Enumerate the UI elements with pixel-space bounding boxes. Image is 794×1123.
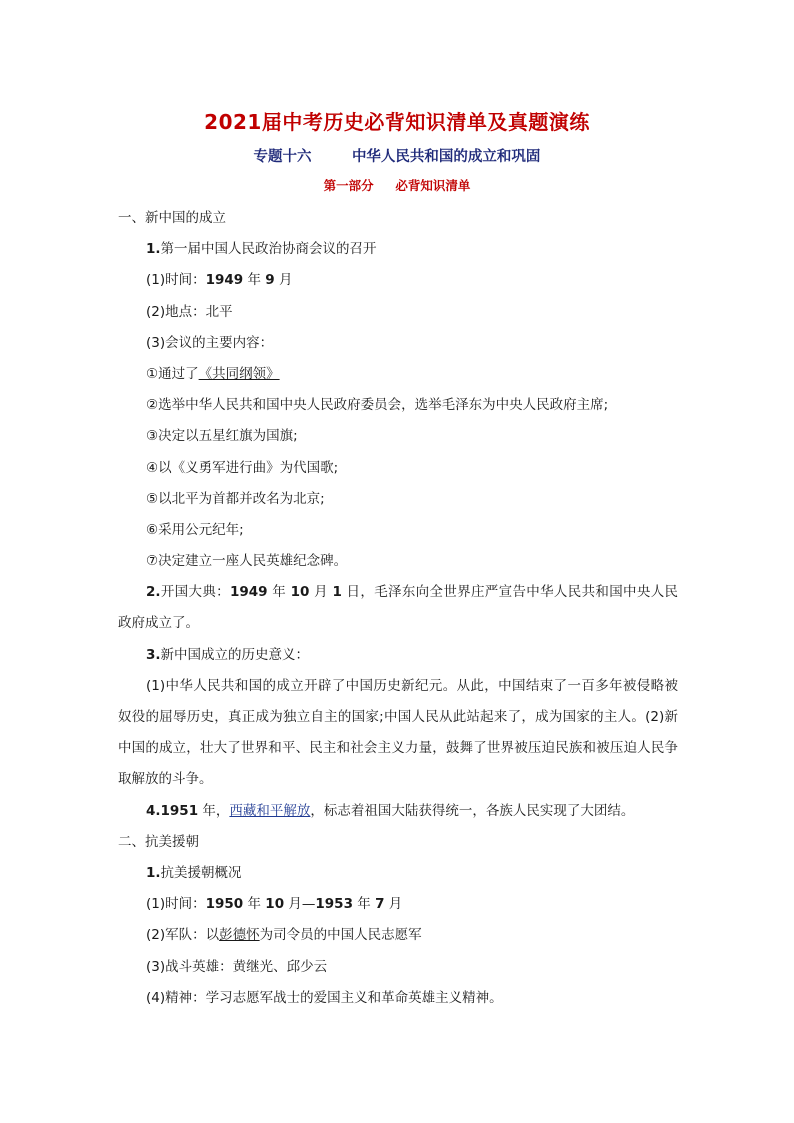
time-month: 9 <box>265 272 275 289</box>
item-number: 4.1951 <box>146 802 199 819</box>
time-year-unit: 年 <box>247 272 261 289</box>
place-line: (2)地点：北平 <box>146 303 233 320</box>
time-label: (1)时间： <box>146 272 206 289</box>
topic-heading <box>0 145 794 166</box>
part-name: 必背知识清单 <box>395 178 471 193</box>
time-label: (1)时间： <box>146 896 206 913</box>
spirit-line: (4)精神：学习志愿军战士的爱国主义和革命英雄主义精神。 <box>146 989 503 1006</box>
section-heading: 二、抗美援朝 <box>118 833 199 850</box>
part-heading <box>0 176 794 194</box>
end-month: 7 <box>375 896 385 913</box>
tibet-year-unit: 年， <box>202 802 230 819</box>
tibet-line <box>118 796 678 827</box>
time-line <box>118 265 678 296</box>
founding-ceremony-paragraph <box>118 577 678 639</box>
topic-name: 中华人民共和国的成立和巩固 <box>351 149 541 165</box>
time-year: 1949 <box>205 272 244 289</box>
document-body <box>118 203 678 1014</box>
content-item <box>118 359 678 390</box>
content-item: ⑦决定建立一座人民英雄纪念碑。 <box>146 553 348 570</box>
start-month: 10 <box>265 896 285 913</box>
ceremony-month-unit: 月 <box>314 584 328 601</box>
item-title-text: 新中国成立的历史意义： <box>160 646 310 663</box>
content-item: ⑥采用公元纪年; <box>146 521 244 538</box>
war-time-line <box>118 889 678 920</box>
army-prefix: (2)军队：以 <box>146 927 220 944</box>
army-suffix: 为司令员的中国人民志愿军 <box>259 927 422 944</box>
item-title-text: 第一届中国人民政治协商会议的召开 <box>160 241 377 258</box>
part-number: 第一部分 <box>323 178 374 193</box>
content-item: ②选举中华人民共和国中央人民政府委员会，选举毛泽东为中央人民政府主席; <box>146 397 609 414</box>
ceremony-text: 日，毛泽东向全世界庄严宣告中华人民共和国中央人民政府成立了。 <box>118 584 679 632</box>
item-label: 开国大典： <box>160 584 230 601</box>
commander-name: 彭德怀 <box>219 927 260 944</box>
item-number: 3. <box>146 646 161 663</box>
topic-number: 专题十六 <box>253 149 312 165</box>
ceremony-day: 1 <box>332 584 342 601</box>
item-number: 1. <box>146 241 161 258</box>
item-number: 1. <box>146 865 161 882</box>
item-title <box>118 858 678 889</box>
end-year-unit: 年 <box>357 896 371 913</box>
start-month-unit: 月— <box>288 896 316 913</box>
ceremony-month: 10 <box>290 584 310 601</box>
content-item-prefix: ①通过了 <box>146 365 199 382</box>
end-month-unit: 月 <box>388 896 403 913</box>
tibet-liberation-link[interactable]: 西藏和平解放 <box>229 802 311 819</box>
ceremony-year-unit: 年 <box>272 584 287 601</box>
start-year: 1950 <box>205 896 244 913</box>
time-month-unit: 月 <box>279 272 293 289</box>
item-number: 2. <box>146 584 161 601</box>
document-name: 《共同纲领》 <box>198 365 280 382</box>
heroes-line: (3)战斗英雄：黄继光、邱少云 <box>146 958 328 975</box>
content-item: ③决定以五星红旗为国旗; <box>146 428 298 445</box>
item-title <box>118 640 678 671</box>
item-title-text: 抗美援朝概况 <box>160 865 242 882</box>
ceremony-year: 1949 <box>229 584 268 601</box>
document-title: 2021届中考历史必背知识清单及真题演练 <box>204 110 590 134</box>
army-line <box>118 920 678 951</box>
content-item: ⑤以北平为首都并改名为北京; <box>146 490 325 507</box>
content-item: ④以《义勇军进行曲》为代国歌; <box>146 459 339 476</box>
end-year: 1953 <box>315 896 353 913</box>
content-label: (3)会议的主要内容： <box>146 334 274 351</box>
tibet-text: ，标志着祖国大陆获得统一，各族人民实现了大团结。 <box>310 802 635 819</box>
significance-paragraph: (1)中华人民共和国的成立开辟了中国历史新纪元。从此，中国结束了一百多年被侵略被奴役的屈辱历史，真正成为独立自主的国家;中国人民从此站起来了，成为国家的主人。(2)新中国的成立，壮大了世界和平、民主和社会主义力量，鼓舞了世界被压迫民族和被压迫人民争取解放的斗争。 <box>118 677 678 788</box>
item-title <box>118 234 678 265</box>
start-year-unit: 年 <box>247 896 261 913</box>
section-heading: 一、新中国的成立 <box>118 210 226 226</box>
